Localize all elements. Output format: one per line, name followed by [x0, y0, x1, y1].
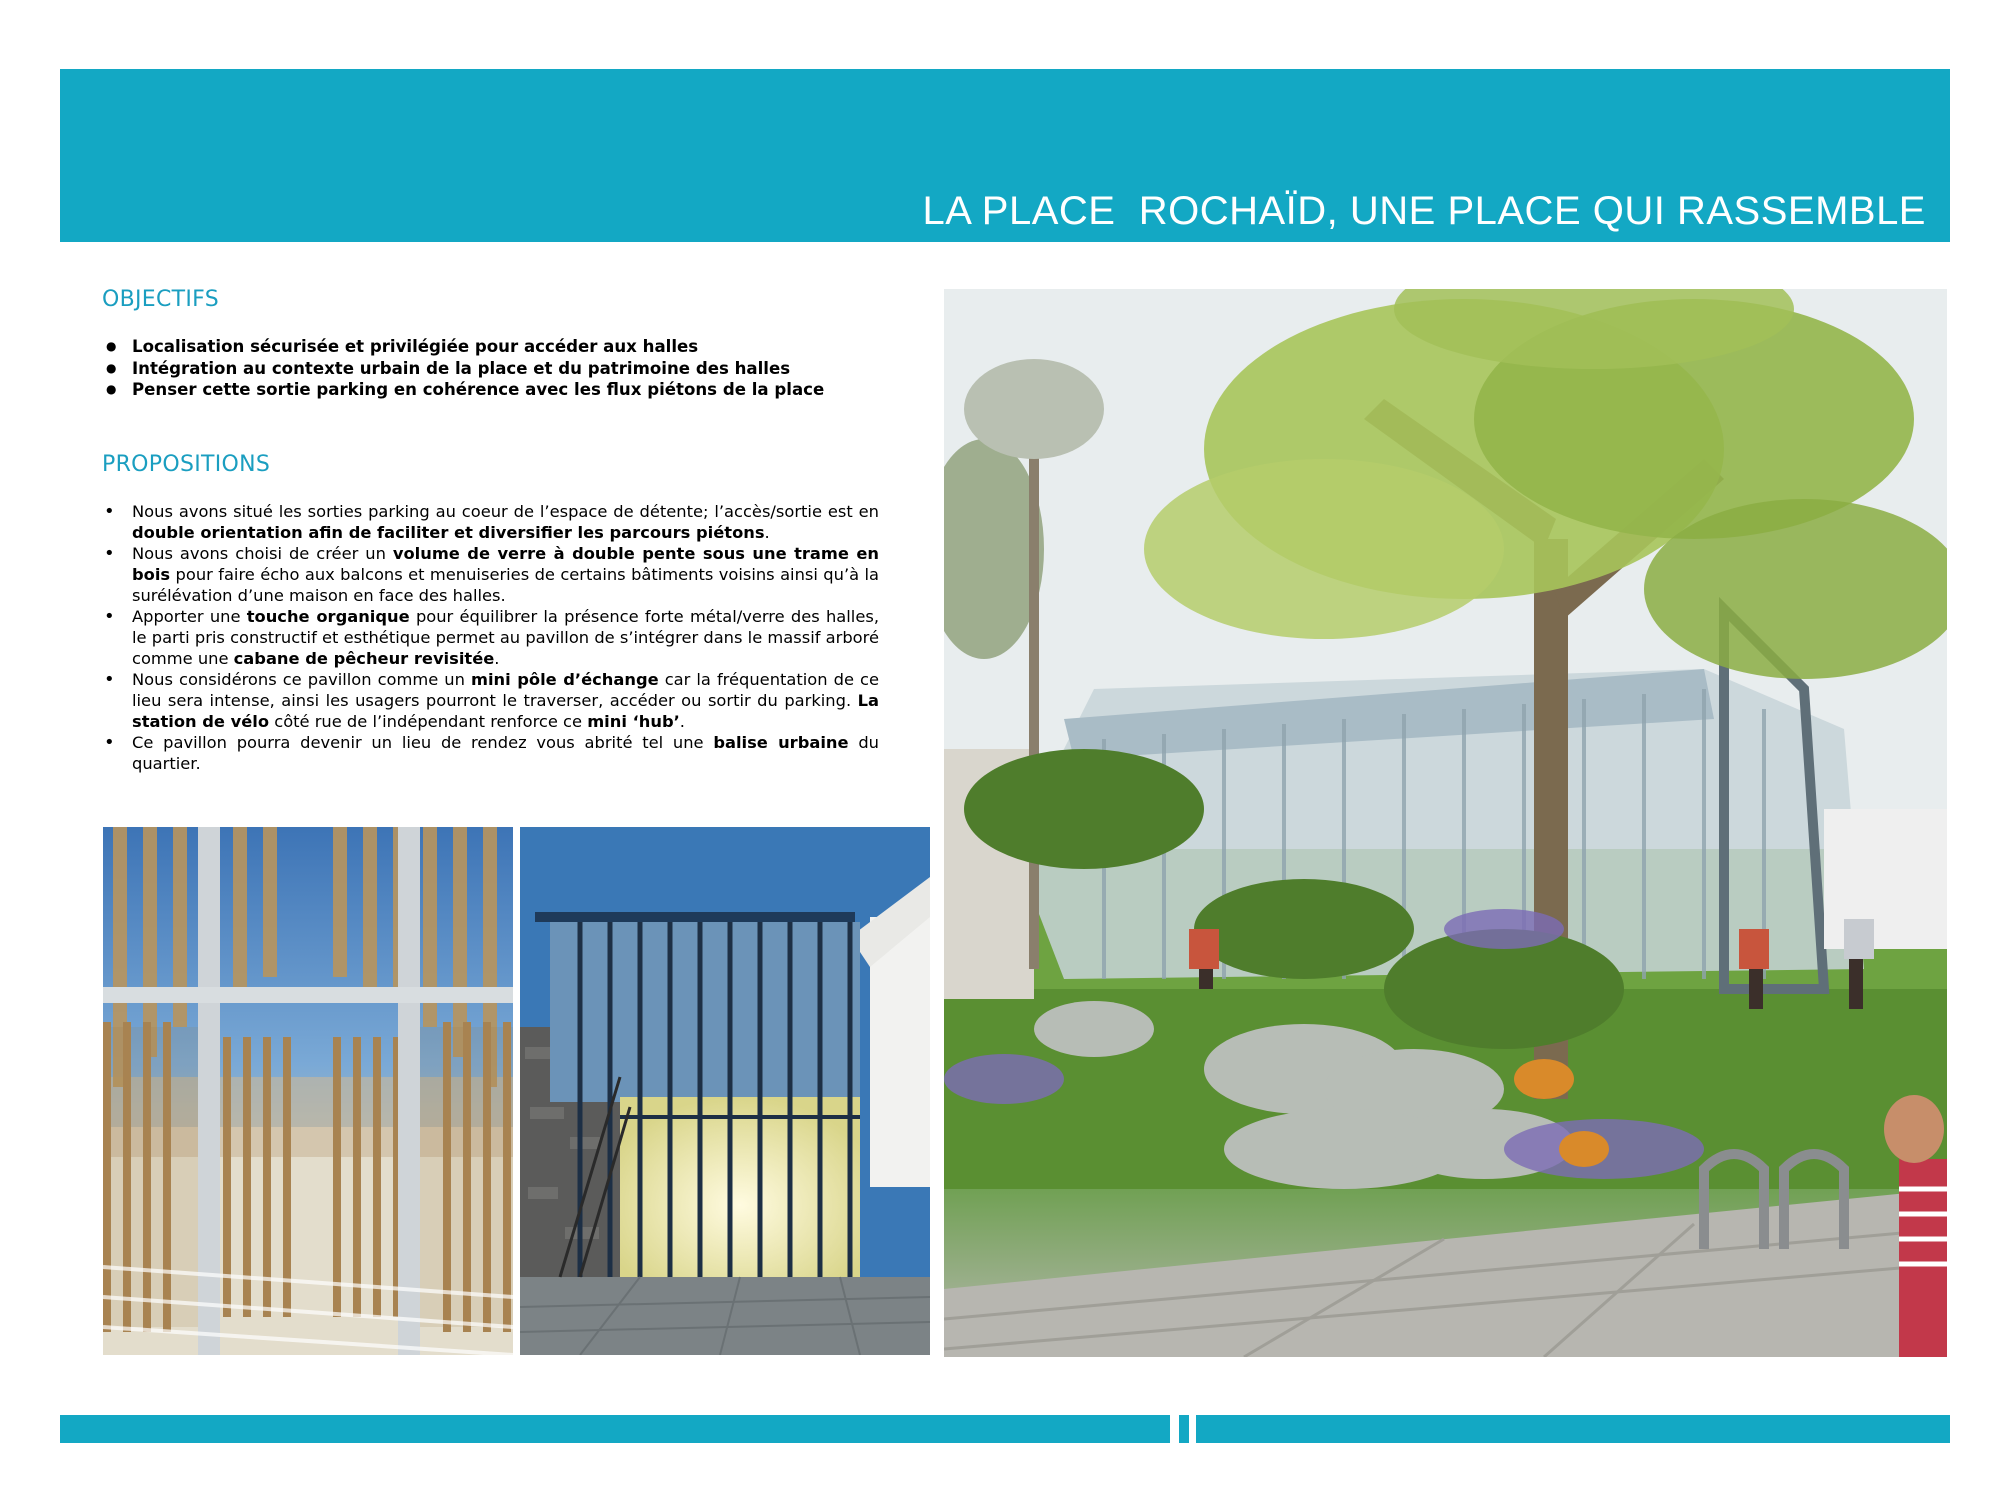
objectif-item: ● Penser cette sortie parking en cohérence avec les flux piétons de la place: [102, 379, 902, 401]
glass-facade-photo: [520, 827, 930, 1355]
objectif-item: ● Localisation sécurisée et privilégiée pour accéder aux halles: [102, 336, 902, 358]
proposition-text: du quartier.: [132, 733, 879, 773]
proposition-bold-text: mini ‘hub’: [587, 712, 680, 731]
proposition-bold-text: La station de vélo: [132, 691, 879, 731]
page-title: LA PLACE ROCHAÏD, UNE PLACE QUI RASSEMBLE: [922, 189, 1926, 233]
proposition-bold-text: touche organique: [246, 607, 410, 626]
proposition-text: pour faire écho aux balcons et menuiseries de certains bâtiments voisins ainsi qu’à la surélévation d’une maison en face des halles.: [132, 565, 879, 605]
objectifs-heading: OBJECTIFS: [102, 287, 220, 312]
proposition-item: [102, 606, 879, 669]
glass-facade-illustration: [520, 827, 930, 1355]
pavilion-render-illustration: [944, 289, 1947, 1357]
pergola-photo: [103, 827, 513, 1355]
header-band: [60, 69, 1950, 242]
proposition-text: Nous avons choisi de créer un: [132, 544, 393, 563]
proposition-text: .: [494, 649, 500, 668]
pergola-illustration: [103, 827, 513, 1355]
proposition-item: [102, 543, 879, 606]
footer-bar-divider: [1179, 1415, 1189, 1443]
proposition-text: Nous considérons ce pavillon comme un: [132, 670, 471, 689]
proposition-text: car la fréquentation de ce lieu sera intense, ainsi les usagers pourront le traverser, accéder ou sortir du parking.: [132, 670, 879, 710]
proposition-text: Nous avons situé les sorties parking au coeur de l’espace de détente; l’accès/sortie est en: [132, 502, 879, 521]
propositions-list: [102, 501, 879, 774]
proposition-bold-text: volume de verre à double pente sous une trame en bois: [132, 544, 880, 584]
proposition-text: Apporter une: [132, 607, 247, 626]
proposition-bold-text: balise urbaine: [713, 733, 849, 752]
proposition-text: .: [679, 712, 685, 731]
proposition-item: [102, 669, 879, 732]
proposition-text: Ce pavillon pourra devenir un lieu de rendez vous abrité tel une: [132, 733, 714, 752]
footer-bar-right: [1196, 1415, 1950, 1443]
footer-bar-left: [60, 1415, 1170, 1443]
proposition-bold-text: mini pôle d’échange: [471, 670, 659, 689]
objectifs-list: [102, 336, 902, 401]
propositions-heading: PROPOSITIONS: [102, 452, 271, 477]
objectif-item: ● Intégration au contexte urbain de la place et du patrimoine des halles: [102, 358, 902, 380]
proposition-text: .: [764, 523, 770, 542]
proposition-item: [102, 501, 879, 543]
proposition-text: pour équilibrer la présence forte métal/verre des halles, le parti pris constructif et esthétique permet au pavillon de s’intégrer dans le massif arboré comme une: [132, 607, 880, 668]
proposition-text: côté rue de l’indépendant renforce ce: [269, 712, 588, 731]
proposition-item: [102, 732, 879, 774]
proposition-bold-text: double orientation afin de faciliter et diversifier les parcours piétons: [132, 523, 765, 542]
proposition-bold-text: cabane de pêcheur revisitée: [233, 649, 495, 668]
pavilion-render-photo: [944, 289, 1947, 1357]
